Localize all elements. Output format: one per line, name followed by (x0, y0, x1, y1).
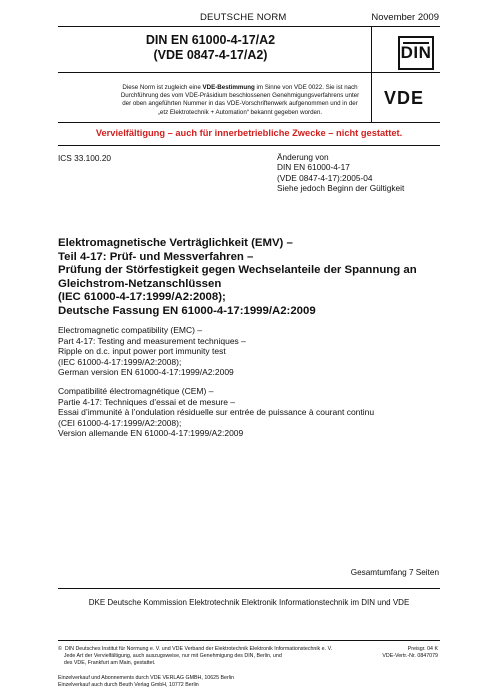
notice-rule (58, 145, 440, 146)
title-rule (58, 72, 440, 73)
amendment-line: Siehe jedoch Beginn der Gültigkeit (277, 182, 405, 193)
ics-code: ICS 33.100.20 (58, 153, 112, 163)
german-title-line: Teil 4-17: Prüf- und Messverfahren – (58, 250, 254, 263)
sales-line: Einzelverkauf auch durch Beuth Verlag GmbH, 10772 Berlin (58, 681, 199, 688)
english-title-line: Ripple on d.c. input power port immunity test (58, 346, 226, 357)
vde-note-bold: VDE-Bestimmung (202, 84, 255, 91)
standard-number: DIN EN 61000-4-17/A2 (145, 33, 276, 47)
vde-logo: VDE (384, 88, 425, 108)
price-group: Preisgr. 04 K (407, 646, 438, 652)
french-title-line: Essai d’immunité à l’ondulation résiduelle sur entrée de puissance à courant continu (58, 407, 375, 418)
price-info (382, 646, 438, 660)
vde-classification-number: (VDE 0847-4-17/A2) (153, 48, 268, 62)
copyright-notice (58, 646, 388, 666)
german-title-line: Elektromagnetische Verträglichkeit (EMV) – (58, 237, 293, 249)
copyright-line: Jede Art der Vervielfältigung, auch auszugsweise, nur mit Genehmigung des DIN, Berlin, und (58, 652, 282, 659)
english-title-line: (IEC 61000-4-17:1999/A2:2008); (58, 356, 182, 367)
amendment-line: DIN EN 61000-4-17 (277, 162, 350, 173)
french-title-line: Compatibilité électromagnétique (CEM) – (58, 386, 214, 396)
german-title (58, 237, 448, 319)
amendment-line: (VDE 0847-4-17):2005-04 (277, 172, 373, 183)
amendment-info (277, 152, 404, 193)
vde-note-part2: im Sinne von VDE 0022. Sie ist nach Durchführung des vom VDE-Präsidium beschlossenen Genehmigungsverfahrens unter der oben angeführten Nummer in das VDE-Vorschriftenwerk aufgenommen und in der „etz Elektrotechnik + Automation“ bekannt gegeben worden. (120, 84, 360, 116)
din-logo (398, 36, 434, 70)
english-title-line: Part 4-17: Testing and measurement techniques – (58, 335, 246, 346)
copyright-line: © DIN Deutsches Institut für Normung e. V. und VDE Verband der Elektrotechnik Elektronik Informationstechnik e. V. (58, 646, 333, 652)
footer-bottom-rule (58, 640, 440, 641)
french-title-line: (CEI 61000-4-17:1999/A2:2008); (58, 417, 182, 428)
publication-date: November 2009 (371, 12, 439, 23)
english-title-line: German version EN 61000-4-17:1999/A2:2009 (58, 367, 234, 378)
german-title-line: Prüfung der Störfestigkeit gegen Wechselanteile der Spannung an (58, 264, 417, 277)
note-rule (58, 122, 440, 123)
total-pages: Gesamtumfang 7 Seiten (350, 568, 439, 577)
document-type-label: DEUTSCHE NORM (200, 12, 287, 23)
footer-top-rule (58, 588, 440, 589)
din-logo-text: DIN (400, 43, 432, 62)
french-title (58, 386, 458, 439)
german-title-line: (IEC 61000-4-17:1999/A2:2008); (58, 291, 226, 304)
sales-info (58, 675, 358, 689)
dke-commission: DKE Deutsche Kommission Elektrotechnik Elektronik Informationstechnik im DIN und VDE (88, 598, 410, 607)
amendment-line: Änderung von (277, 152, 329, 162)
logo-column-divider (371, 26, 372, 123)
german-title-line: Deutsche Fassung EN 61000-4-17:1999/A2:2009 (58, 304, 316, 317)
vde-note-part1: Diese Norm ist zugleich eine (122, 84, 203, 91)
french-title-line: Version allemande EN 61000-4-17:1999/A2:2009 (58, 428, 244, 439)
copyright-line: des VDE, Frankfurt am Main, gestattet. (58, 659, 156, 666)
reproduction-notice: Vervielfältigung – auch für innerbetriebliche Zwecke – nicht gestattet. (95, 128, 403, 138)
english-title (58, 325, 448, 378)
english-title-line: Electromagnetic compatibility (EMC) – (58, 325, 203, 335)
french-title-line: Partie 4-17: Techniques d’essai et de mesure – (58, 396, 236, 407)
order-number: VDE-Vertr.-Nr. 0847079 (382, 652, 438, 659)
vde-approval-note (120, 84, 360, 117)
sales-line: Einzelverkauf und Abonnements durch VDE VERLAG GMBH, 10625 Berlin (58, 675, 235, 681)
header-rule (58, 26, 440, 27)
german-title-line: Gleichstrom-Netzanschlüssen (58, 277, 222, 290)
